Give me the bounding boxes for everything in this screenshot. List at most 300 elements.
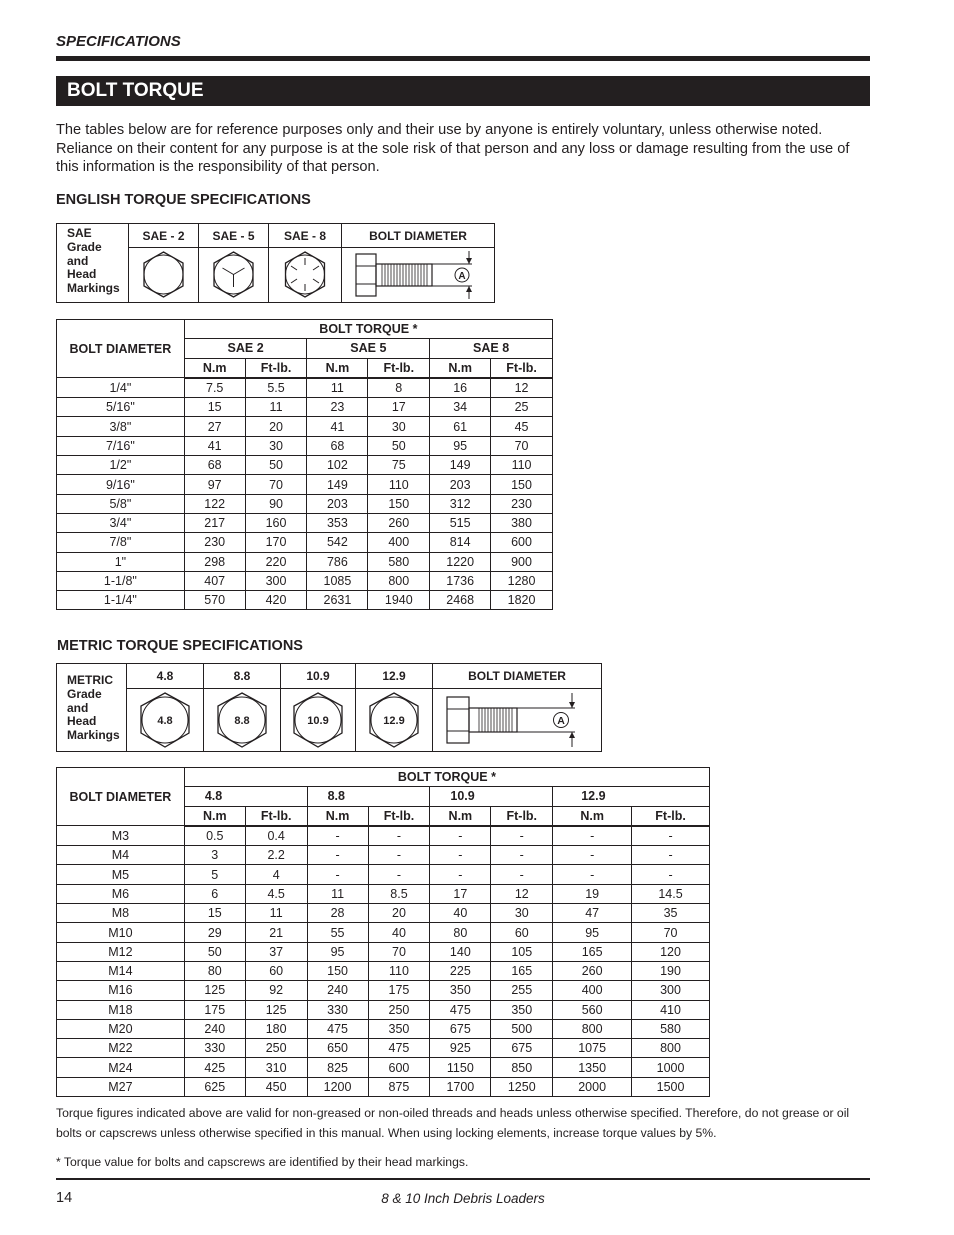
page-title: BOLT TORQUE — [56, 76, 870, 106]
torque-value-cell: 353 — [307, 513, 368, 532]
torque-value-cell: 850 — [491, 1058, 553, 1077]
bolt-size-cell: 7/8" — [57, 533, 185, 552]
torque-value-cell: 11 — [307, 884, 368, 903]
torque-value-cell: 600 — [368, 1058, 430, 1077]
torque-value-cell: 814 — [430, 533, 491, 552]
grade-12-9-header: 12.9 — [356, 664, 433, 689]
torque-value-cell: 1500 — [632, 1077, 710, 1096]
torque-value-cell: 560 — [553, 1000, 632, 1019]
bolt-diameter-header: BOLT DIAMETER — [342, 224, 495, 248]
torque-value-cell: - — [632, 865, 710, 884]
torque-value-cell: 45 — [491, 417, 553, 436]
bolt-size-cell: 1-1/8" — [57, 571, 185, 590]
torque-value-cell: 5 — [184, 865, 245, 884]
english-grade-header: SAE 5 — [307, 339, 430, 358]
torque-value-cell: 17 — [430, 884, 491, 903]
unit-header: N.m — [307, 806, 368, 826]
bolt-size-cell: 9/16" — [57, 475, 185, 494]
torque-value-cell: 110 — [368, 475, 430, 494]
torque-value-cell: 110 — [368, 961, 430, 980]
torque-value-cell: 68 — [307, 436, 368, 455]
torque-value-cell: 1250 — [491, 1077, 553, 1096]
torque-value-cell: 20 — [245, 417, 307, 436]
torque-value-cell: - — [368, 846, 430, 865]
torque-value-cell: 14.5 — [632, 884, 710, 903]
torque-value-cell: 350 — [491, 1000, 553, 1019]
torque-value-cell: 28 — [307, 904, 368, 923]
sae-8-head-marking — [269, 248, 342, 303]
torque-value-cell: - — [491, 865, 553, 884]
torque-value-cell: 47 — [553, 904, 632, 923]
metric-group-header: BOLT TORQUE * — [184, 768, 709, 787]
torque-value-cell: - — [632, 826, 710, 846]
torque-value-cell: 105 — [491, 942, 553, 961]
torque-value-cell: 0.5 — [184, 826, 245, 846]
torque-value-cell: 75 — [368, 456, 430, 475]
unit-header: Ft-lb. — [368, 806, 430, 826]
english-row-header: BOLT DIAMETER — [57, 320, 185, 378]
torque-value-cell: 542 — [307, 533, 368, 552]
torque-value-cell: 80 — [184, 961, 245, 980]
torque-value-cell: 1820 — [491, 591, 553, 610]
torque-value-cell: 312 — [430, 494, 491, 513]
torque-value-cell: 250 — [245, 1039, 307, 1058]
torque-value-cell: 97 — [184, 475, 245, 494]
torque-value-cell: 95 — [553, 923, 632, 942]
torque-value-cell: 165 — [491, 961, 553, 980]
torque-value-cell: 203 — [430, 475, 491, 494]
torque-value-cell: 30 — [245, 436, 307, 455]
table-row — [57, 417, 553, 436]
torque-value-cell: 175 — [368, 981, 430, 1000]
bolt-size-cell: M5 — [57, 865, 185, 884]
torque-value-cell: 1736 — [430, 571, 491, 590]
section-label: SPECIFICATIONS — [56, 33, 181, 50]
table-row — [57, 398, 553, 417]
torque-value-cell: 380 — [491, 513, 553, 532]
head-mark-text: 10.9 — [307, 715, 329, 727]
torque-value-cell: 150 — [491, 475, 553, 494]
torque-value-cell: 260 — [553, 961, 632, 980]
table-row — [57, 846, 710, 865]
torque-value-cell: 110 — [491, 456, 553, 475]
torque-value-cell: 30 — [491, 904, 553, 923]
bolt-size-cell: M4 — [57, 846, 185, 865]
bolt-diameter-drawing — [342, 248, 495, 303]
torque-value-cell: 1220 — [430, 552, 491, 571]
torque-value-cell: 475 — [307, 1019, 368, 1038]
torque-value-cell: 190 — [632, 961, 710, 980]
torque-value-cell: 875 — [368, 1077, 430, 1096]
torque-value-cell: 1085 — [307, 571, 368, 590]
torque-value-cell: 21 — [245, 923, 307, 942]
metric-grade-header: 4.8 — [184, 787, 307, 806]
grade-12-9-head-marking — [356, 689, 433, 752]
torque-value-cell: 300 — [245, 571, 307, 590]
bolt-diameter-header: BOLT DIAMETER — [433, 664, 602, 689]
torque-value-cell: 255 — [491, 981, 553, 1000]
torque-value-cell: 102 — [307, 456, 368, 475]
bolt-diameter-drawing — [433, 689, 602, 752]
torque-value-cell: - — [430, 826, 491, 846]
bolt-size-cell: M24 — [57, 1058, 185, 1077]
unit-header: Ft-lb. — [491, 806, 553, 826]
bolt-size-cell: 1-1/4" — [57, 591, 185, 610]
torque-value-cell: 160 — [245, 513, 307, 532]
torque-value-cell: 19 — [553, 884, 632, 903]
torque-value-cell: 95 — [307, 942, 368, 961]
torque-value-cell: 149 — [430, 456, 491, 475]
head-mark-text: 12.9 — [383, 715, 405, 727]
bolt-size-cell: M10 — [57, 923, 185, 942]
torque-value-cell: - — [307, 846, 368, 865]
torque-value-cell: 4.5 — [245, 884, 307, 903]
torque-value-cell: 425 — [184, 1058, 245, 1077]
table-row — [57, 923, 710, 942]
table-row — [57, 533, 553, 552]
torque-value-cell: 4 — [245, 865, 307, 884]
torque-value-cell: 580 — [632, 1019, 710, 1038]
sae-2-head-marking — [129, 248, 199, 303]
torque-value-cell: 450 — [245, 1077, 307, 1096]
bolt-size-cell: M20 — [57, 1019, 185, 1038]
torque-value-cell: 786 — [307, 552, 368, 571]
torque-value-cell: 250 — [368, 1000, 430, 1019]
torque-value-cell: 675 — [491, 1039, 553, 1058]
table-row — [57, 1039, 710, 1058]
torque-value-cell: 27 — [184, 417, 245, 436]
torque-value-cell: 1350 — [553, 1058, 632, 1077]
torque-value-cell: 310 — [245, 1058, 307, 1077]
torque-value-cell: 1075 — [553, 1039, 632, 1058]
torque-value-cell: 2468 — [430, 591, 491, 610]
table-row — [57, 456, 553, 475]
torque-value-cell: 40 — [430, 904, 491, 923]
torque-value-cell: 350 — [368, 1019, 430, 1038]
metric-grade-header: 10.9 — [430, 787, 553, 806]
table-row — [57, 1077, 710, 1096]
torque-value-cell: 170 — [245, 533, 307, 552]
torque-value-cell: 92 — [245, 981, 307, 1000]
torque-value-cell: 500 — [491, 1019, 553, 1038]
document-title: 8 & 10 Inch Debris Loaders — [381, 1191, 545, 1206]
table-row — [57, 826, 710, 846]
bolt-size-cell: 1/2" — [57, 456, 185, 475]
torque-value-cell: 260 — [368, 513, 430, 532]
torque-value-cell: 570 — [184, 591, 245, 610]
table-row — [57, 513, 553, 532]
torque-value-cell: 8.5 — [368, 884, 430, 903]
torque-value-cell: 240 — [184, 1019, 245, 1038]
torque-value-cell: 800 — [368, 571, 430, 590]
header-rule — [56, 56, 870, 61]
torque-value-cell: 12 — [491, 884, 553, 903]
torque-value-cell: 180 — [245, 1019, 307, 1038]
torque-value-cell: 50 — [368, 436, 430, 455]
torque-value-cell: 50 — [184, 942, 245, 961]
torque-value-cell: 330 — [307, 1000, 368, 1019]
torque-value-cell: 125 — [245, 1000, 307, 1019]
torque-value-cell: 240 — [307, 981, 368, 1000]
bolt-size-cell: 7/16" — [57, 436, 185, 455]
torque-value-cell: 12 — [491, 378, 553, 398]
table-row — [57, 1058, 710, 1077]
torque-value-cell: 300 — [632, 981, 710, 1000]
torque-value-cell: 515 — [430, 513, 491, 532]
table-row — [57, 591, 553, 610]
torque-value-cell: 120 — [632, 942, 710, 961]
table-row — [57, 436, 553, 455]
grade-4-8-header: 4.8 — [127, 664, 204, 689]
bolt-size-cell: M6 — [57, 884, 185, 903]
bolt-size-cell: M27 — [57, 1077, 185, 1096]
english-heading: ENGLISH TORQUE SPECIFICATIONS — [56, 192, 311, 208]
torque-value-cell: 675 — [430, 1019, 491, 1038]
torque-value-cell: - — [307, 865, 368, 884]
torque-value-cell: 298 — [184, 552, 245, 571]
table-row — [57, 904, 710, 923]
torque-value-cell: 29 — [184, 923, 245, 942]
torque-value-cell: 1150 — [430, 1058, 491, 1077]
bolt-size-cell: 1/4" — [57, 378, 185, 398]
head-mark-text: 4.8 — [157, 715, 173, 727]
torque-value-cell: 2631 — [307, 591, 368, 610]
table-row — [57, 865, 710, 884]
torque-value-cell: - — [307, 826, 368, 846]
english-grade-header: SAE 2 — [184, 339, 307, 358]
bolt-size-cell: 1" — [57, 552, 185, 571]
torque-value-cell: 1700 — [430, 1077, 491, 1096]
torque-value-cell: 1000 — [632, 1058, 710, 1077]
bolt-size-cell: 3/8" — [57, 417, 185, 436]
unit-header: N.m — [184, 358, 245, 378]
torque-value-cell: 90 — [245, 494, 307, 513]
intro-paragraph: The tables below are for reference purposes only and their use by anyone is entirely voluntary, unless otherwise noted. Reliance on their content for any purpose is at the sole risk of that person and any loss or damage resulting from the use of this information is the responsibility of that person. — [56, 122, 850, 175]
torque-value-cell: 11 — [245, 398, 307, 417]
english-torque-table — [56, 319, 553, 610]
torque-value-cell: 8 — [368, 378, 430, 398]
torque-value-cell: 3 — [184, 846, 245, 865]
sae-5-head-marking — [199, 248, 269, 303]
torque-value-cell: 1200 — [307, 1077, 368, 1096]
torque-value-cell: 34 — [430, 398, 491, 417]
torque-value-cell: 410 — [632, 1000, 710, 1019]
asterisk-note: * Torque value for bolts and capscrews are identified by their head markings. — [56, 1155, 469, 1169]
torque-value-cell: 175 — [184, 1000, 245, 1019]
torque-value-cell: - — [491, 846, 553, 865]
torque-value-cell: 580 — [368, 552, 430, 571]
metric-grade-header: 12.9 — [553, 787, 710, 806]
torque-value-cell: 925 — [430, 1039, 491, 1058]
torque-value-cell: 800 — [553, 1019, 632, 1038]
bolt-size-cell: M22 — [57, 1039, 185, 1058]
torque-value-cell: 1280 — [491, 571, 553, 590]
torque-value-cell: - — [430, 865, 491, 884]
torque-value-cell: 230 — [491, 494, 553, 513]
torque-value-cell: 41 — [184, 436, 245, 455]
torque-value-cell: 600 — [491, 533, 553, 552]
torque-value-cell: 203 — [307, 494, 368, 513]
torque-value-cell: - — [553, 865, 632, 884]
grade-4-8-head-marking — [127, 689, 204, 752]
grade-8-8-header: 8.8 — [204, 664, 281, 689]
torque-note: Torque figures indicated above are valid for non-greased or non-oiled threads and heads unless otherwise specified. Therefore, do not grease or oil bolts or capscrews unless otherwise specified in this manual. When using locking elements, increase torque values by 5%. — [56, 1106, 850, 1140]
torque-value-cell: 330 — [184, 1039, 245, 1058]
torque-value-cell: 1940 — [368, 591, 430, 610]
bolt-size-cell: M14 — [57, 961, 185, 980]
bolt-size-cell: M18 — [57, 1000, 185, 1019]
torque-value-cell: 20 — [368, 904, 430, 923]
table-row — [57, 475, 553, 494]
torque-value-cell: 35 — [632, 904, 710, 923]
torque-value-cell: 70 — [491, 436, 553, 455]
torque-value-cell: 149 — [307, 475, 368, 494]
torque-value-cell: 2.2 — [245, 846, 307, 865]
torque-value-cell: 68 — [184, 456, 245, 475]
sae-8-header: SAE - 8 — [269, 224, 342, 248]
metric-heading: METRIC TORQUE SPECIFICATIONS — [57, 638, 303, 654]
torque-value-cell: 11 — [245, 904, 307, 923]
torque-value-cell: 475 — [430, 1000, 491, 1019]
metric-torque-table — [56, 767, 710, 1097]
bolt-size-cell: 3/4" — [57, 513, 185, 532]
footer-rule — [56, 1178, 870, 1180]
torque-value-cell: - — [553, 826, 632, 846]
table-row — [57, 1019, 710, 1038]
torque-value-cell: 61 — [430, 417, 491, 436]
metric-markings-label: METRIC Grade and Head Markings — [57, 664, 127, 752]
svg-text:A: A — [557, 715, 565, 727]
table-row — [57, 981, 710, 1000]
torque-value-cell: 16 — [430, 378, 491, 398]
sae-5-header: SAE - 5 — [199, 224, 269, 248]
torque-value-cell: - — [632, 846, 710, 865]
torque-value-cell: 41 — [307, 417, 368, 436]
bolt-size-cell: 5/8" — [57, 494, 185, 513]
torque-value-cell: 55 — [307, 923, 368, 942]
torque-value-cell: 95 — [430, 436, 491, 455]
torque-value-cell: 50 — [245, 456, 307, 475]
unit-header: N.m — [430, 806, 491, 826]
torque-value-cell: 37 — [245, 942, 307, 961]
torque-value-cell: 400 — [553, 981, 632, 1000]
torque-value-cell: - — [491, 826, 553, 846]
bolt-size-cell: M16 — [57, 981, 185, 1000]
torque-value-cell: - — [430, 846, 491, 865]
torque-value-cell: 60 — [245, 961, 307, 980]
torque-value-cell: 407 — [184, 571, 245, 590]
grade-8-8-head-marking — [204, 689, 281, 752]
sae-2-header: SAE - 2 — [129, 224, 199, 248]
unit-header: N.m — [184, 806, 245, 826]
torque-value-cell: 165 — [553, 942, 632, 961]
torque-value-cell: 70 — [632, 923, 710, 942]
torque-value-cell: 475 — [368, 1039, 430, 1058]
torque-value-cell: 125 — [184, 981, 245, 1000]
torque-value-cell: 6 — [184, 884, 245, 903]
torque-value-cell: 825 — [307, 1058, 368, 1077]
torque-value-cell: 70 — [245, 475, 307, 494]
torque-value-cell: 800 — [632, 1039, 710, 1058]
torque-value-cell: 420 — [245, 591, 307, 610]
bolt-size-cell: 5/16" — [57, 398, 185, 417]
bolt-size-cell: M12 — [57, 942, 185, 961]
torque-value-cell: 900 — [491, 552, 553, 571]
table-row — [57, 494, 553, 513]
svg-text:A: A — [458, 271, 466, 282]
unit-header: Ft-lb. — [491, 358, 553, 378]
unit-header: Ft-lb. — [245, 358, 307, 378]
grade-10-9-head-marking — [281, 689, 356, 752]
metric-row-header: BOLT DIAMETER — [57, 768, 185, 826]
sae-markings-table — [56, 223, 495, 303]
unit-header: Ft-lb. — [245, 806, 307, 826]
torque-value-cell: 625 — [184, 1077, 245, 1096]
head-mark-text: 8.8 — [234, 715, 250, 727]
torque-value-cell: 30 — [368, 417, 430, 436]
torque-value-cell: 400 — [368, 533, 430, 552]
torque-value-cell: - — [368, 865, 430, 884]
torque-value-cell: 25 — [491, 398, 553, 417]
torque-value-cell: 7.5 — [184, 378, 245, 398]
table-row — [57, 961, 710, 980]
metric-grade-header: 8.8 — [307, 787, 430, 806]
torque-value-cell: 80 — [430, 923, 491, 942]
torque-value-cell: 230 — [184, 533, 245, 552]
unit-header: N.m — [553, 806, 632, 826]
torque-value-cell: 15 — [184, 904, 245, 923]
english-group-header: BOLT TORQUE * — [184, 320, 552, 339]
sae-markings-label: SAE Grade and Head Markings — [57, 224, 129, 303]
grade-10-9-header: 10.9 — [281, 664, 356, 689]
torque-value-cell: 23 — [307, 398, 368, 417]
metric-markings-table — [56, 663, 602, 752]
table-row — [57, 942, 710, 961]
bolt-size-cell: M8 — [57, 904, 185, 923]
page-number: 14 — [56, 1190, 73, 1206]
torque-value-cell: 122 — [184, 494, 245, 513]
table-row — [57, 571, 553, 590]
torque-value-cell: - — [368, 826, 430, 846]
torque-value-cell: 150 — [368, 494, 430, 513]
torque-value-cell: 15 — [184, 398, 245, 417]
bolt-size-cell: M3 — [57, 826, 185, 846]
torque-value-cell: 650 — [307, 1039, 368, 1058]
torque-value-cell: 225 — [430, 961, 491, 980]
unit-header: Ft-lb. — [632, 806, 710, 826]
english-grade-header: SAE 8 — [430, 339, 553, 358]
table-row — [57, 884, 710, 903]
torque-value-cell: 17 — [368, 398, 430, 417]
torque-value-cell: 217 — [184, 513, 245, 532]
table-row — [57, 378, 553, 398]
torque-value-cell: 70 — [368, 942, 430, 961]
torque-value-cell: 5.5 — [245, 378, 307, 398]
unit-header: N.m — [307, 358, 368, 378]
torque-value-cell: 140 — [430, 942, 491, 961]
torque-value-cell: 0.4 — [245, 826, 307, 846]
torque-value-cell: 11 — [307, 378, 368, 398]
torque-value-cell: 220 — [245, 552, 307, 571]
table-row — [57, 552, 553, 571]
torque-value-cell: 60 — [491, 923, 553, 942]
torque-value-cell: 40 — [368, 923, 430, 942]
torque-value-cell: - — [553, 846, 632, 865]
torque-value-cell: 2000 — [553, 1077, 632, 1096]
torque-value-cell: 150 — [307, 961, 368, 980]
unit-header: N.m — [430, 358, 491, 378]
unit-header: Ft-lb. — [368, 358, 430, 378]
